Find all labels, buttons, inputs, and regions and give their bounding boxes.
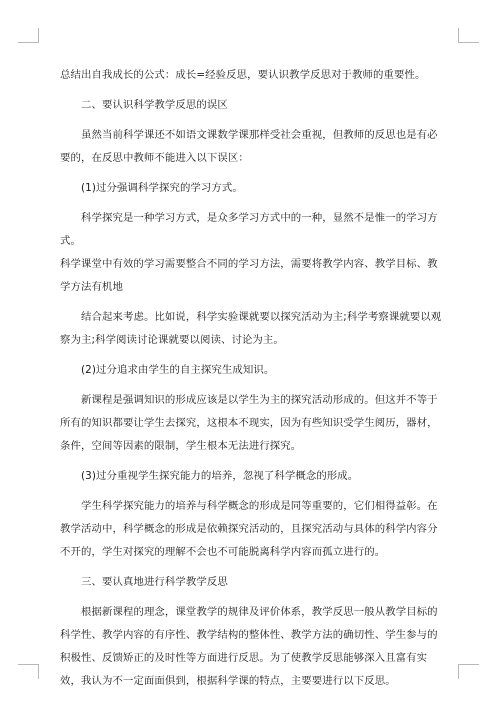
paragraph-concepts-and-inquiry: 学生科学探究能力的培养与科学概念的形成是同等重要的，它们相得益彰。在教学活动中，科学概念的形成是依赖探究活动的，且探究活动与具体的科学内容分不开的，学生对探究的理解不会也不可能脱离科学内容而孤立进行的。	[60, 500, 438, 558]
paragraph-knowledge-formation: 新课程是强调知识的形成应该是以学生为主的探究活动形成的。但这并不等于所有的知识都要让学生去探究，这根本不现实，因为有些知识受学生阅历，器材，条件，空间等因素的限制，学生根本无法进行探究。	[60, 394, 438, 452]
crop-mark-bottom-right	[458, 664, 479, 679]
list-item-misconception-1: (1)过分强调科学探究的学习方式。	[81, 182, 243, 194]
paragraph-reflection-aspects: 根据新课程的理念，课堂教学的规律及评价体系，教学反思一般从教学目标的科学性、教学内容的有序性、教学结构的整体性、教学方法的确切性、学生参与的积极性、反馈矫正的及时性等方面进行反思。为了使教学反思能够深入且富有实效，我认为不一定面面俱到，根据科学课的特点，主要要进行以下反思。	[60, 606, 438, 687]
document-body	[60, 64, 443, 693]
crop-mark-top-left	[18, 28, 39, 43]
crop-mark-bottom-left	[18, 664, 39, 679]
list-item-misconception-2: (2)过分追求由学生的自主探究生成知识。	[81, 364, 275, 376]
paragraph-growth-formula: 总结出自我成长的公式：成长=经验反思，要认识教学反思对于教师的重要性。	[60, 69, 426, 81]
crop-mark-top-right	[458, 28, 479, 43]
paragraph-intro-misconceptions: 虽然当前科学课还不如语文课数学课那样受社会重视，但教师的反思也是有必要的，在反思中教师不能进入以下误区：	[60, 129, 438, 164]
paragraph-combine-examples: 结合起来考虑。比如说，科学实验课就要以探究活动为主;科学考察课就要以观察为主;科学阅读讨论课就要以阅读、讨论为主。	[60, 311, 442, 346]
section-heading-misconceptions: 二、要认识科学教学反思的误区	[81, 99, 228, 111]
paragraph-integrate-methods: 科学课堂中有效的学习需要整合不同的学习方法，需要将教学内容、教学目标、教学方法有机地	[60, 258, 438, 293]
section-heading-reflection: 三、要认真地进行科学教学反思	[81, 576, 228, 588]
list-item-misconception-3: (3)过分重视学生探究能力的培养，忽视了科学概念的形成。	[81, 470, 359, 482]
paragraph-inquiry-one-way: 科学探究是一种学习方式，是众多学习方式中的一种，显然不是惟一的学习方式。	[60, 212, 438, 247]
